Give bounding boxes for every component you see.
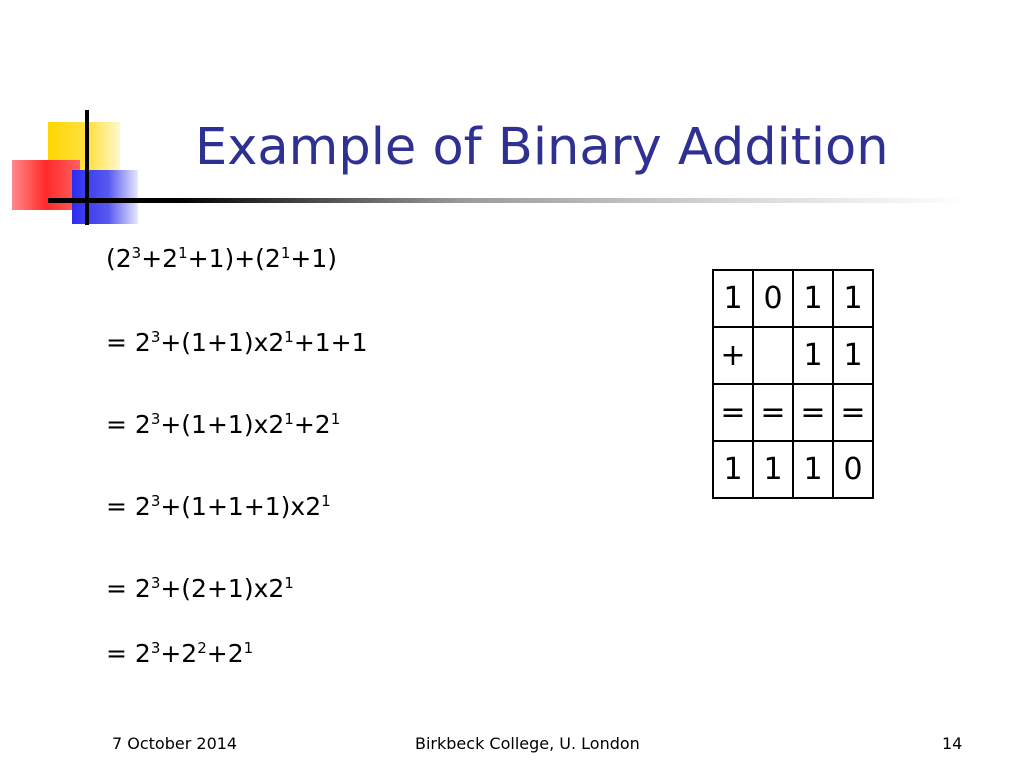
step-line-1 [106,246,337,271]
exponent: 1 [321,492,331,510]
exponent: 1 [178,244,188,262]
footer-institution: Birkbeck College, U. London [415,734,640,753]
step-line-5 [106,576,294,601]
exponent: 1 [330,410,341,428]
table-cell [753,327,793,384]
table-cell: = [793,384,833,441]
step-line-3 [106,412,340,437]
binary-addition-table [712,269,874,499]
expression-text: (2 [106,244,132,273]
table-cell: 1 [793,441,833,498]
table-cell: = [753,384,793,441]
exponent: 1 [243,639,254,657]
expression-text: +2 [206,639,244,668]
footer-date: 7 October 2014 [112,734,238,753]
table-cell: = [833,384,873,441]
exponent: 1 [284,410,294,428]
table-row [713,270,873,327]
table-cell: 1 [793,270,833,327]
expression-text: +1+1 [293,328,368,357]
expression-text: +1)+(2 [187,244,281,273]
exponent: 3 [131,244,142,262]
step-line-2 [106,330,368,355]
table-cell: 0 [753,270,793,327]
table-row [713,327,873,384]
exponent: 2 [197,639,207,657]
table-cell: = [713,384,753,441]
expression-text: +1) [290,244,337,273]
table-cell: 1 [713,441,753,498]
table-row [713,441,873,498]
footer-page-number: 14 [942,734,963,753]
table-cell: 0 [833,441,873,498]
table-cell: 1 [713,270,753,327]
exponent: 1 [284,574,294,592]
exponent: 3 [150,410,161,428]
derivation-steps [106,0,666,768]
exponent: 1 [284,328,294,346]
expression-text: = 2 [106,410,151,439]
table-cell: 1 [793,327,833,384]
table-cell: 1 [753,441,793,498]
expression-text: = 2 [106,574,151,603]
expression-text: +(1+1+1)x2 [160,492,322,521]
expression-text: +2 [160,639,198,668]
step-line-4 [106,494,331,519]
expression-text: = 2 [106,328,151,357]
exponent: 3 [150,639,161,657]
step-line-6 [106,641,253,666]
expression-text: +(2+1)x2 [160,574,285,603]
expression-text: +2 [141,244,179,273]
expression-text: +(1+1)x2 [160,410,285,439]
expression-text: +2 [293,410,331,439]
expression-text: +(1+1)x2 [160,328,285,357]
table-row [713,384,873,441]
expression-text: = 2 [106,492,151,521]
table-cell: 1 [833,270,873,327]
table-cell: 1 [833,327,873,384]
expression-text: = 2 [106,639,151,668]
exponent: 3 [150,492,161,510]
slide-title: Example of Binary Addition [195,118,889,177]
table-cell: + [713,327,753,384]
exponent: 3 [150,574,161,592]
exponent: 3 [150,328,161,346]
exponent: 1 [280,244,291,262]
